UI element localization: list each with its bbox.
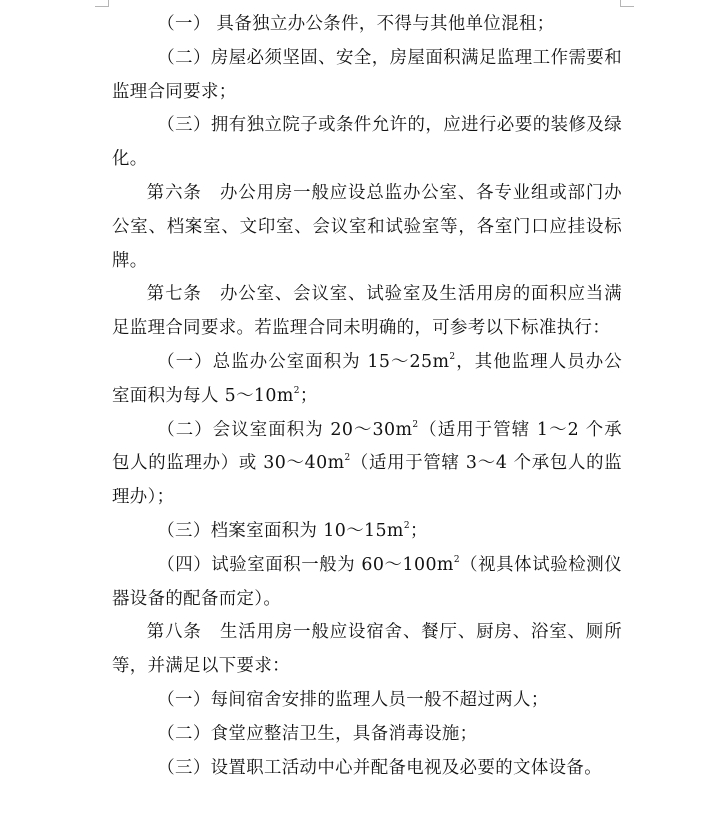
page-corner-mark xyxy=(108,0,109,7)
superscript: 2 xyxy=(412,419,419,430)
text-run: ； xyxy=(299,385,318,406)
text-run: （适用于管辖 1～2 个承包人的监理办）或 30～40m xyxy=(112,419,622,474)
paragraph xyxy=(112,346,622,414)
paragraph xyxy=(112,515,622,549)
superscript: 2 xyxy=(344,453,351,464)
page-corner-mark xyxy=(95,6,109,7)
superscript: 2 xyxy=(403,520,410,531)
text-run: （三）档案室面积为 10～15m xyxy=(157,520,404,541)
paragraph: （二）房屋必须坚固、安全，房屋面积满足监理工作需要和监理合同要求； xyxy=(112,47,622,102)
article-paragraph: 第八条 生活用房一般应设宿舍、餐厅、厨房、浴室、厕所等，并满足以下要求： xyxy=(112,622,622,677)
paragraph xyxy=(112,414,622,515)
paragraph: （一）每间宿舍安排的监理人员一般不超过两人； xyxy=(157,689,549,710)
text-run: （四）试验室面积一般为 60～100m xyxy=(157,554,454,575)
paragraph: （三）拥有独立院子或条件允许的，应进行必要的装修及绿化。 xyxy=(112,115,622,170)
page-corner-mark xyxy=(620,6,634,7)
text-run: （适用于管辖 3～4 个承包人的监理办）； xyxy=(112,453,622,508)
article-paragraph: 第六条 办公用房一般应设总监办公室、各专业组或部门办公室、档案室、文印室、会议室和试验室等，各室门口应挂设标牌。 xyxy=(112,182,622,271)
paragraph: （一） 具备独立办公条件，不得与其他单位混租； xyxy=(157,14,555,34)
text-run: （二）会议室面积为 20～30m xyxy=(157,419,413,440)
text-run: ，其他监理人员办公室面积为每人 5～10m xyxy=(112,351,622,406)
article-paragraph: 第七条 办公室、会议室、试验室及生活用房的面积应当满足监理合同要求。若监理合同未明确的，可参考以下标准执行： xyxy=(112,284,622,339)
superscript: 2 xyxy=(449,351,456,362)
text-run: （一）总监办公室面积为 15～25m xyxy=(157,351,450,372)
document-body xyxy=(112,8,622,785)
paragraph: （二）食堂应整洁卫生，具备消毒设施； xyxy=(157,723,478,744)
superscript: 2 xyxy=(293,385,300,396)
paragraph xyxy=(112,549,622,617)
text-run: （视具体试验检测仪器设备的配备而定）。 xyxy=(112,554,622,609)
page-corner-mark xyxy=(620,0,621,7)
paragraph: （三）设置职工活动中心并配备电视及必要的文体设备。 xyxy=(157,757,603,778)
text-run: ； xyxy=(409,520,428,541)
superscript: 2 xyxy=(453,554,460,565)
